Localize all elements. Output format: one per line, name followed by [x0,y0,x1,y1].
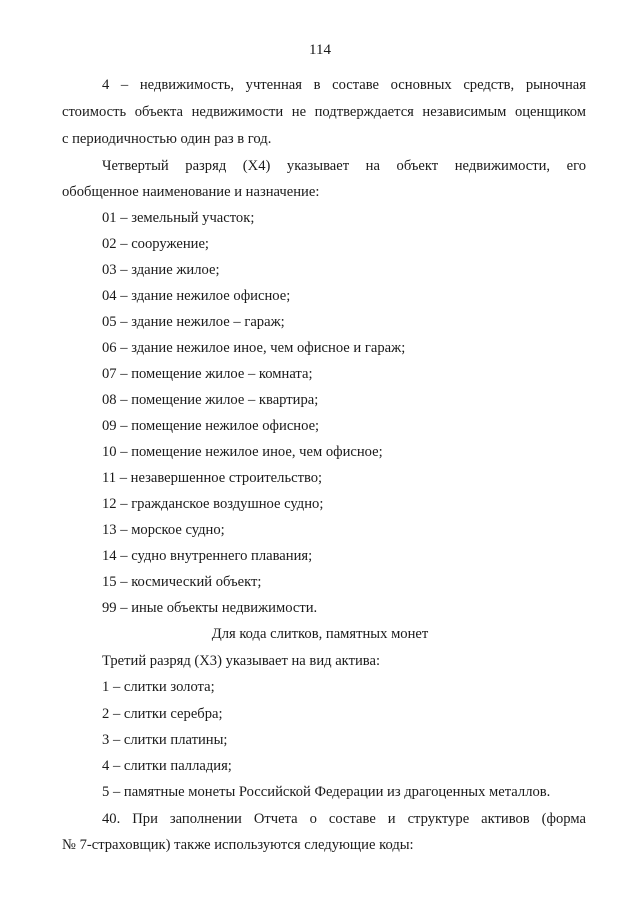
list-item: 09 – помещение нежилое офисное; [102,418,320,434]
list-item: 08 – помещение жилое – квартира; [102,392,319,408]
list-item: 04 – здание нежилое офисное; [102,288,291,304]
list-item: 12 – гражданское воздушное судно; [102,496,324,512]
list-item: 11 – незавершенное строительство; [102,470,323,486]
list-item: 13 – морское судно; [102,522,225,538]
list-item: 15 – космический объект; [102,574,262,590]
paragraph-line: стоимость объекта недвижимости не подтверждается независимым оценщиком [62,104,586,120]
paragraph-line: с периодичностью один раз в год. [62,131,272,147]
page-number: 114 [309,42,331,58]
list-item: 07 – помещение жилое – комната; [102,366,313,382]
list-item: 99 – иные объекты недвижимости. [102,600,318,616]
list-item: 5 – памятные монеты Российской Федерации из драгоценных металлов. [102,784,551,800]
paragraph-line: № 7-страховщик) также используются следующие коды: [62,837,414,853]
paragraph-line: Четвертый разряд (Х4) указывает на объект недвижимости, его [102,158,586,174]
section-heading: Для кода слитков, памятных монет [211,626,429,642]
list-item: 1 – слитки золота; [102,679,215,695]
list-item: 14 – судно внутреннего плавания; [102,548,313,564]
paragraph-line: 40. При заполнении Отчета о составе и структуре активов (форма [102,811,586,827]
list-item: 05 – здание нежилое – гараж; [102,314,285,330]
list-item: 03 – здание жилое; [102,262,220,278]
paragraph-line: 4 – недвижимость, учтенная в составе основных средств, рыночная [102,77,586,93]
list-item: 2 – слитки серебра; [102,706,223,722]
list-item: 02 – сооружение; [102,236,209,252]
list-item: 3 – слитки платины; [102,732,228,748]
paragraph-line: обобщенное наименование и назначение: [62,184,320,200]
list-item: 06 – здание нежилое иное, чем офисное и гараж; [102,340,406,356]
list-item: 10 – помещение нежилое иное, чем офисное; [102,444,383,460]
list-item: 4 – слитки палладия; [102,758,232,774]
paragraph-line: Третий разряд (Х3) указывает на вид актива: [102,653,381,669]
list-item: 01 – земельный участок; [102,210,255,226]
